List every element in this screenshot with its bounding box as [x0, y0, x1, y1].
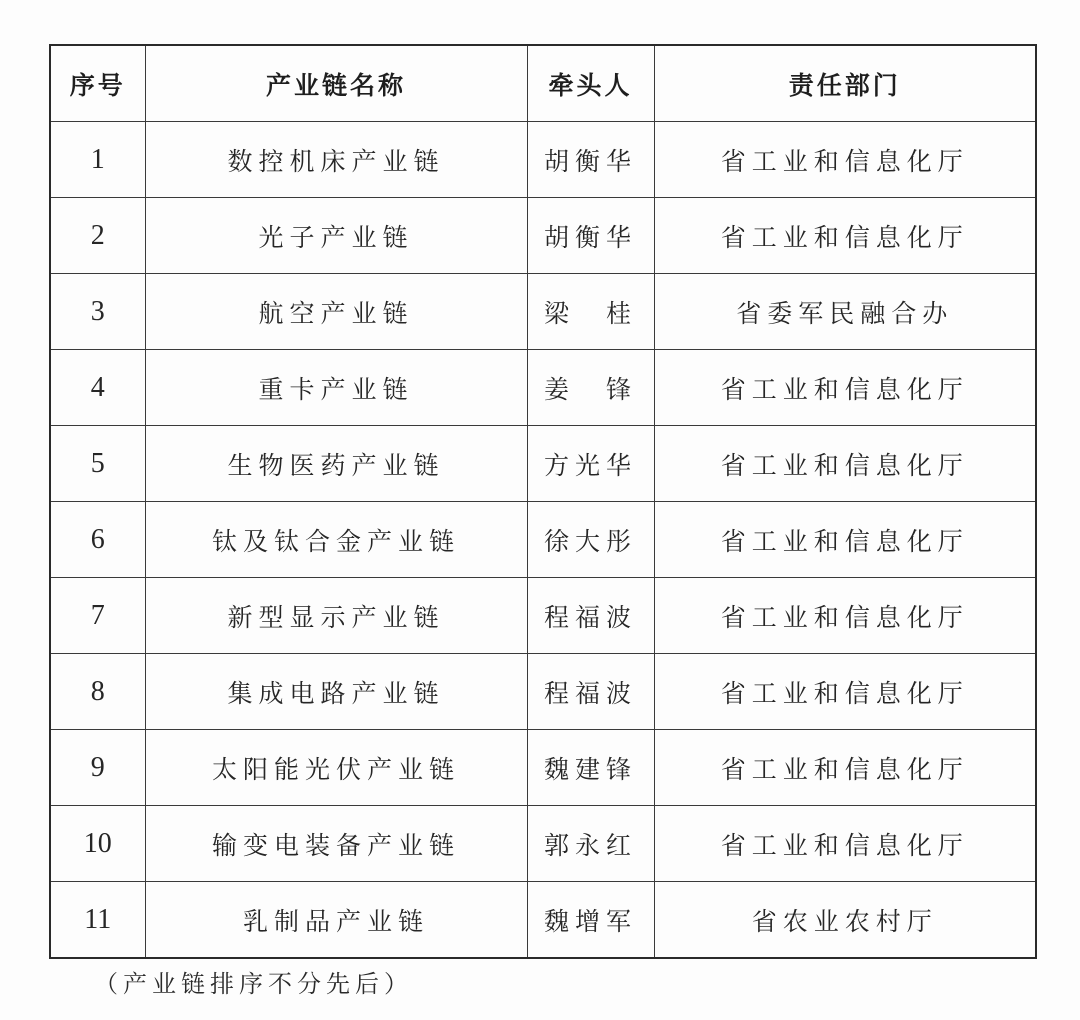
row-department: 省工业和信息化厅 [654, 198, 1036, 274]
row-leader: 魏增军 [527, 882, 654, 959]
row-chain-name: 集成电路产业链 [145, 654, 527, 730]
row-serial-number: 5 [50, 426, 145, 502]
row-department: 省工业和信息化厅 [654, 806, 1036, 882]
row-chain-name: 新型显示产业链 [145, 578, 527, 654]
row-chain-name: 输变电装备产业链 [145, 806, 527, 882]
row-department: 省工业和信息化厅 [654, 654, 1036, 730]
row-serial-number: 4 [50, 350, 145, 426]
footnote: （产业链排序不分先后） [94, 970, 413, 998]
row-serial-number: 10 [50, 806, 145, 882]
row-chain-name: 光子产业链 [145, 198, 527, 274]
table-row [50, 122, 1036, 198]
row-chain-name: 钛及钛合金产业链 [145, 502, 527, 578]
table-header-row [50, 45, 1036, 122]
table-row [50, 426, 1036, 502]
row-leader: 梁 桂 [527, 274, 654, 350]
table-row [50, 882, 1036, 959]
table-row [50, 198, 1036, 274]
table-row [50, 350, 1036, 426]
row-leader: 胡衡华 [527, 122, 654, 198]
row-chain-name: 太阳能光伏产业链 [145, 730, 527, 806]
row-leader: 郭永红 [527, 806, 654, 882]
row-department: 省工业和信息化厅 [654, 730, 1036, 806]
row-department: 省工业和信息化厅 [654, 502, 1036, 578]
row-serial-number: 1 [50, 122, 145, 198]
header-serial-number: 序号 [50, 45, 145, 122]
table-row [50, 654, 1036, 730]
row-chain-name: 数控机床产业链 [145, 122, 527, 198]
row-leader: 徐大彤 [527, 502, 654, 578]
row-serial-number: 8 [50, 654, 145, 730]
table-row [50, 578, 1036, 654]
row-leader: 程福波 [527, 578, 654, 654]
table-row [50, 274, 1036, 350]
row-leader: 魏建锋 [527, 730, 654, 806]
row-serial-number: 11 [50, 882, 145, 959]
row-department: 省工业和信息化厅 [654, 578, 1036, 654]
row-leader: 胡衡华 [527, 198, 654, 274]
row-department: 省委军民融合办 [654, 274, 1036, 350]
row-chain-name: 重卡产业链 [145, 350, 527, 426]
row-leader: 方光华 [527, 426, 654, 502]
row-department: 省农业农村厅 [654, 882, 1036, 959]
row-department: 省工业和信息化厅 [654, 350, 1036, 426]
row-chain-name: 乳制品产业链 [145, 882, 527, 959]
row-serial-number: 9 [50, 730, 145, 806]
table-row [50, 502, 1036, 578]
row-department: 省工业和信息化厅 [654, 122, 1036, 198]
header-department: 责任部门 [654, 45, 1036, 122]
row-serial-number: 3 [50, 274, 145, 350]
row-leader: 姜 锋 [527, 350, 654, 426]
row-department: 省工业和信息化厅 [654, 426, 1036, 502]
row-serial-number: 6 [50, 502, 145, 578]
row-serial-number: 2 [50, 198, 145, 274]
header-chain-name: 产业链名称 [145, 45, 527, 122]
header-leader: 牵头人 [527, 45, 654, 122]
row-chain-name: 生物医药产业链 [145, 426, 527, 502]
row-leader: 程福波 [527, 654, 654, 730]
row-serial-number: 7 [50, 578, 145, 654]
table-row [50, 806, 1036, 882]
table-row [50, 730, 1036, 806]
row-chain-name: 航空产业链 [145, 274, 527, 350]
industry-chain-table [49, 44, 1037, 959]
